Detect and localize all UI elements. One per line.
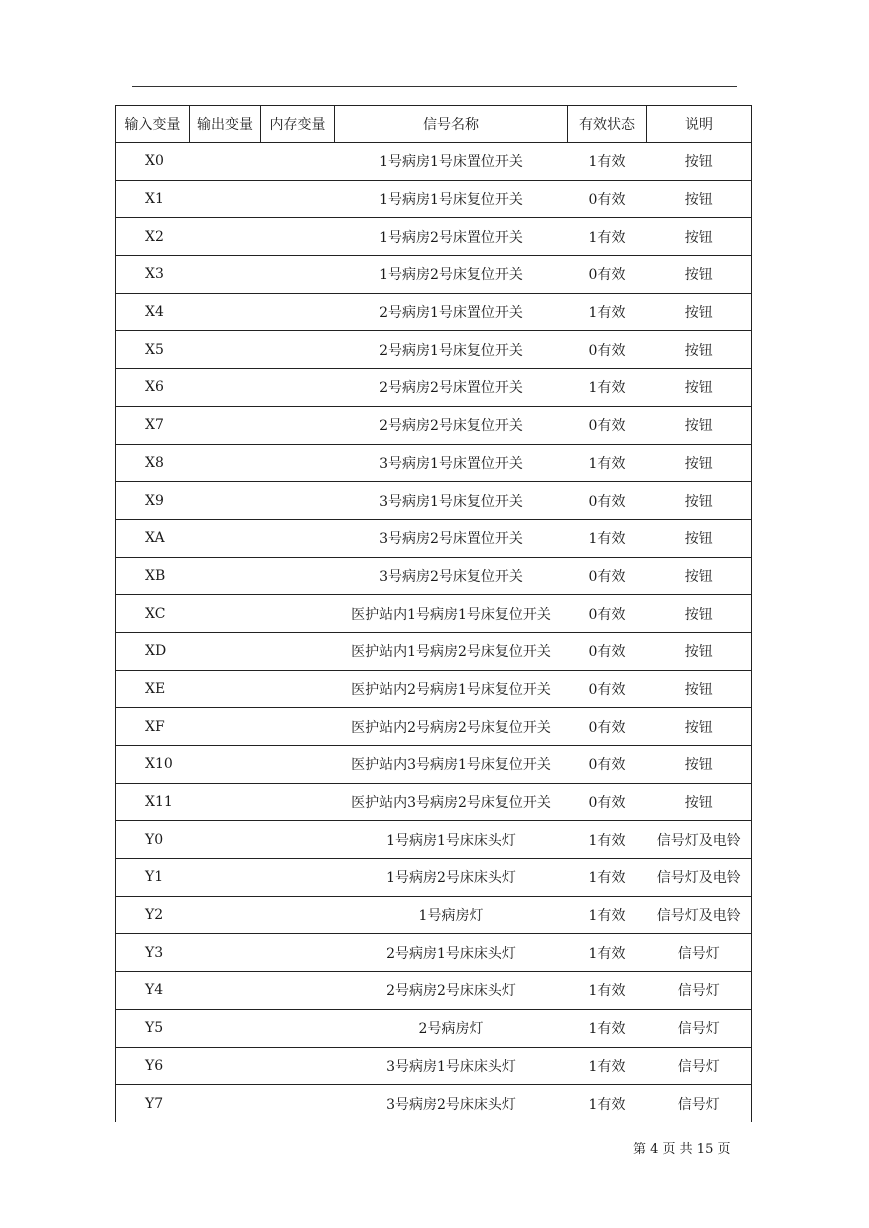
signal-name-cell: 3号病房1号床复位开关 — [335, 482, 568, 520]
input-variable-cell: X8 — [116, 444, 190, 482]
active-state-cell: 0有效 — [568, 331, 647, 369]
table-header-row — [116, 106, 752, 143]
table-row — [116, 708, 752, 746]
memory-variable-cell — [261, 519, 335, 557]
output-variable-cell — [190, 218, 261, 256]
signal-name-cell: 2号病房1号床置位开关 — [335, 293, 568, 331]
memory-variable-cell — [261, 934, 335, 972]
description-cell: 按钮 — [647, 482, 752, 520]
memory-variable-cell — [261, 369, 335, 407]
input-variable-cell: Y2 — [116, 896, 190, 934]
memory-variable-cell — [261, 444, 335, 482]
table-row — [116, 1009, 752, 1047]
memory-variable-cell — [261, 896, 335, 934]
output-variable-cell — [190, 406, 261, 444]
memory-variable-cell — [261, 821, 335, 859]
active-state-cell: 1有效 — [568, 519, 647, 557]
memory-variable-cell — [261, 1085, 335, 1122]
input-variable-cell: XB — [116, 557, 190, 595]
input-variable-cell: Y0 — [116, 821, 190, 859]
active-state-cell: 1有效 — [568, 972, 647, 1010]
output-variable-cell — [190, 934, 261, 972]
table-row — [116, 482, 752, 520]
signal-name-cell: 3号病房2号床床头灯 — [335, 1085, 568, 1122]
active-state-cell: 1有效 — [568, 1047, 647, 1085]
input-variable-cell: X4 — [116, 293, 190, 331]
description-cell: 按钮 — [647, 180, 752, 218]
signal-name-cell: 1号病房1号床床头灯 — [335, 821, 568, 859]
active-state-cell: 1有效 — [568, 1085, 647, 1122]
table-row — [116, 859, 752, 897]
table-row — [116, 972, 752, 1010]
memory-variable-cell — [261, 972, 335, 1010]
active-state-cell: 0有效 — [568, 557, 647, 595]
description-cell: 按钮 — [647, 519, 752, 557]
description-cell: 信号灯及电铃 — [647, 859, 752, 897]
table-row — [116, 293, 752, 331]
signal-name-cell: 医护站内1号病房1号床复位开关 — [335, 595, 568, 633]
description-cell: 信号灯 — [647, 1085, 752, 1122]
header-active-state: 有效状态 — [568, 106, 647, 143]
output-variable-cell — [190, 972, 261, 1010]
signal-name-cell: 2号病房2号床复位开关 — [335, 406, 568, 444]
active-state-cell: 0有效 — [568, 746, 647, 784]
table-row — [116, 934, 752, 972]
description-cell: 信号灯及电铃 — [647, 896, 752, 934]
output-variable-cell — [190, 1009, 261, 1047]
input-variable-cell: Y1 — [116, 859, 190, 897]
description-cell: 按钮 — [647, 331, 752, 369]
active-state-cell: 1有效 — [568, 934, 647, 972]
description-cell: 信号灯 — [647, 1009, 752, 1047]
output-variable-cell — [190, 331, 261, 369]
input-variable-cell: XC — [116, 595, 190, 633]
signal-name-cell: 医护站内2号病房1号床复位开关 — [335, 670, 568, 708]
signal-name-cell: 医护站内2号病房2号床复位开关 — [335, 708, 568, 746]
memory-variable-cell — [261, 293, 335, 331]
active-state-cell: 0有效 — [568, 783, 647, 821]
output-variable-cell — [190, 896, 261, 934]
header-description: 说明 — [647, 106, 752, 143]
input-variable-cell: Y5 — [116, 1009, 190, 1047]
table-row — [116, 256, 752, 294]
output-variable-cell — [190, 180, 261, 218]
description-cell: 按钮 — [647, 632, 752, 670]
input-variable-cell: X9 — [116, 482, 190, 520]
header-signal-name: 信号名称 — [335, 106, 568, 143]
signal-name-cell: 2号病房2号床置位开关 — [335, 369, 568, 407]
table-row — [116, 1047, 752, 1085]
memory-variable-cell — [261, 406, 335, 444]
signal-name-cell: 3号病房2号床置位开关 — [335, 519, 568, 557]
active-state-cell: 0有效 — [568, 595, 647, 633]
input-variable-cell: X7 — [116, 406, 190, 444]
output-variable-cell — [190, 1047, 261, 1085]
memory-variable-cell — [261, 256, 335, 294]
page-footer: 第 4 页 共 15 页 — [633, 1142, 731, 1157]
output-variable-cell — [190, 859, 261, 897]
input-variable-cell: Y7 — [116, 1085, 190, 1122]
memory-variable-cell — [261, 482, 335, 520]
signal-name-cell: 3号病房1号床置位开关 — [335, 444, 568, 482]
signal-name-cell: 1号病房2号床置位开关 — [335, 218, 568, 256]
memory-variable-cell — [261, 783, 335, 821]
signal-name-cell: 1号病房1号床置位开关 — [335, 143, 568, 181]
header-input-variable: 输入变量 — [116, 106, 190, 143]
memory-variable-cell — [261, 331, 335, 369]
input-variable-cell: X10 — [116, 746, 190, 784]
table-row — [116, 331, 752, 369]
output-variable-cell — [190, 256, 261, 294]
table-row — [116, 632, 752, 670]
memory-variable-cell — [261, 1047, 335, 1085]
memory-variable-cell — [261, 143, 335, 181]
header-output-variable: 输出变量 — [190, 106, 261, 143]
description-cell: 按钮 — [647, 369, 752, 407]
description-cell: 按钮 — [647, 595, 752, 633]
signal-name-cell: 2号病房灯 — [335, 1009, 568, 1047]
input-variable-cell: X5 — [116, 331, 190, 369]
table-row — [116, 821, 752, 859]
input-variable-cell: X3 — [116, 256, 190, 294]
active-state-cell: 0有效 — [568, 406, 647, 444]
output-variable-cell — [190, 369, 261, 407]
table-row — [116, 746, 752, 784]
active-state-cell: 1有效 — [568, 896, 647, 934]
active-state-cell: 0有效 — [568, 708, 647, 746]
description-cell: 按钮 — [647, 406, 752, 444]
signal-name-cell: 3号病房1号床床头灯 — [335, 1047, 568, 1085]
output-variable-cell — [190, 746, 261, 784]
description-cell: 按钮 — [647, 708, 752, 746]
memory-variable-cell — [261, 218, 335, 256]
input-variable-cell: XA — [116, 519, 190, 557]
signal-name-cell: 医护站内3号病房2号床复位开关 — [335, 783, 568, 821]
description-cell: 按钮 — [647, 293, 752, 331]
memory-variable-cell — [261, 632, 335, 670]
output-variable-cell — [190, 708, 261, 746]
table-row — [116, 557, 752, 595]
input-variable-cell: Y6 — [116, 1047, 190, 1085]
description-cell: 按钮 — [647, 218, 752, 256]
table-row — [116, 406, 752, 444]
output-variable-cell — [190, 821, 261, 859]
table-row — [116, 519, 752, 557]
table-body — [116, 143, 752, 1122]
memory-variable-cell — [261, 180, 335, 218]
active-state-cell: 1有效 — [568, 1009, 647, 1047]
active-state-cell: 1有效 — [568, 218, 647, 256]
output-variable-cell — [190, 670, 261, 708]
memory-variable-cell — [261, 746, 335, 784]
input-variable-cell: XE — [116, 670, 190, 708]
active-state-cell: 0有效 — [568, 482, 647, 520]
output-variable-cell — [190, 595, 261, 633]
output-variable-cell — [190, 444, 261, 482]
input-variable-cell: X2 — [116, 218, 190, 256]
description-cell: 按钮 — [647, 256, 752, 294]
description-cell: 信号灯 — [647, 1047, 752, 1085]
output-variable-cell — [190, 293, 261, 331]
memory-variable-cell — [261, 859, 335, 897]
memory-variable-cell — [261, 708, 335, 746]
description-cell: 按钮 — [647, 670, 752, 708]
header-memory-variable: 内存变量 — [261, 106, 335, 143]
active-state-cell: 1有效 — [568, 143, 647, 181]
signal-name-cell: 2号病房2号床床头灯 — [335, 972, 568, 1010]
table-row — [116, 670, 752, 708]
table-row — [116, 783, 752, 821]
input-variable-cell: XF — [116, 708, 190, 746]
active-state-cell: 1有效 — [568, 821, 647, 859]
table-row — [116, 1085, 752, 1122]
output-variable-cell — [190, 482, 261, 520]
active-state-cell: 1有效 — [568, 859, 647, 897]
signal-name-cell: 2号病房1号床床头灯 — [335, 934, 568, 972]
signal-name-cell: 2号病房1号床复位开关 — [335, 331, 568, 369]
signal-name-cell: 医护站内3号病房1号床复位开关 — [335, 746, 568, 784]
description-cell: 信号灯 — [647, 972, 752, 1010]
input-variable-cell: Y4 — [116, 972, 190, 1010]
description-cell: 按钮 — [647, 746, 752, 784]
memory-variable-cell — [261, 557, 335, 595]
memory-variable-cell — [261, 670, 335, 708]
table-row — [116, 369, 752, 407]
memory-variable-cell — [261, 1009, 335, 1047]
input-variable-cell: X6 — [116, 369, 190, 407]
input-variable-cell: X1 — [116, 180, 190, 218]
signal-name-cell: 1号病房1号床复位开关 — [335, 180, 568, 218]
signal-name-cell: 医护站内1号病房2号床复位开关 — [335, 632, 568, 670]
active-state-cell: 0有效 — [568, 180, 647, 218]
active-state-cell: 0有效 — [568, 670, 647, 708]
input-variable-cell: X0 — [116, 143, 190, 181]
input-variable-cell: X11 — [116, 783, 190, 821]
table-row — [116, 218, 752, 256]
description-cell: 按钮 — [647, 444, 752, 482]
active-state-cell: 0有效 — [568, 632, 647, 670]
table-row — [116, 595, 752, 633]
signal-name-cell: 1号病房灯 — [335, 896, 568, 934]
table-row — [116, 444, 752, 482]
output-variable-cell — [190, 519, 261, 557]
output-variable-cell — [190, 557, 261, 595]
header-rule — [132, 86, 737, 87]
description-cell: 按钮 — [647, 143, 752, 181]
active-state-cell: 1有效 — [568, 444, 647, 482]
active-state-cell: 0有效 — [568, 256, 647, 294]
description-cell: 信号灯 — [647, 934, 752, 972]
table-row — [116, 143, 752, 181]
signal-table — [115, 105, 752, 1122]
description-cell: 按钮 — [647, 783, 752, 821]
description-cell: 按钮 — [647, 557, 752, 595]
description-cell: 信号灯及电铃 — [647, 821, 752, 859]
signal-name-cell: 3号病房2号床复位开关 — [335, 557, 568, 595]
signal-name-cell: 1号病房2号床床头灯 — [335, 859, 568, 897]
output-variable-cell — [190, 1085, 261, 1122]
active-state-cell: 1有效 — [568, 369, 647, 407]
table-row — [116, 180, 752, 218]
input-variable-cell: Y3 — [116, 934, 190, 972]
output-variable-cell — [190, 143, 261, 181]
signal-name-cell: 1号病房2号床复位开关 — [335, 256, 568, 294]
output-variable-cell — [190, 632, 261, 670]
active-state-cell: 1有效 — [568, 293, 647, 331]
input-variable-cell: XD — [116, 632, 190, 670]
memory-variable-cell — [261, 595, 335, 633]
output-variable-cell — [190, 783, 261, 821]
table-row — [116, 896, 752, 934]
